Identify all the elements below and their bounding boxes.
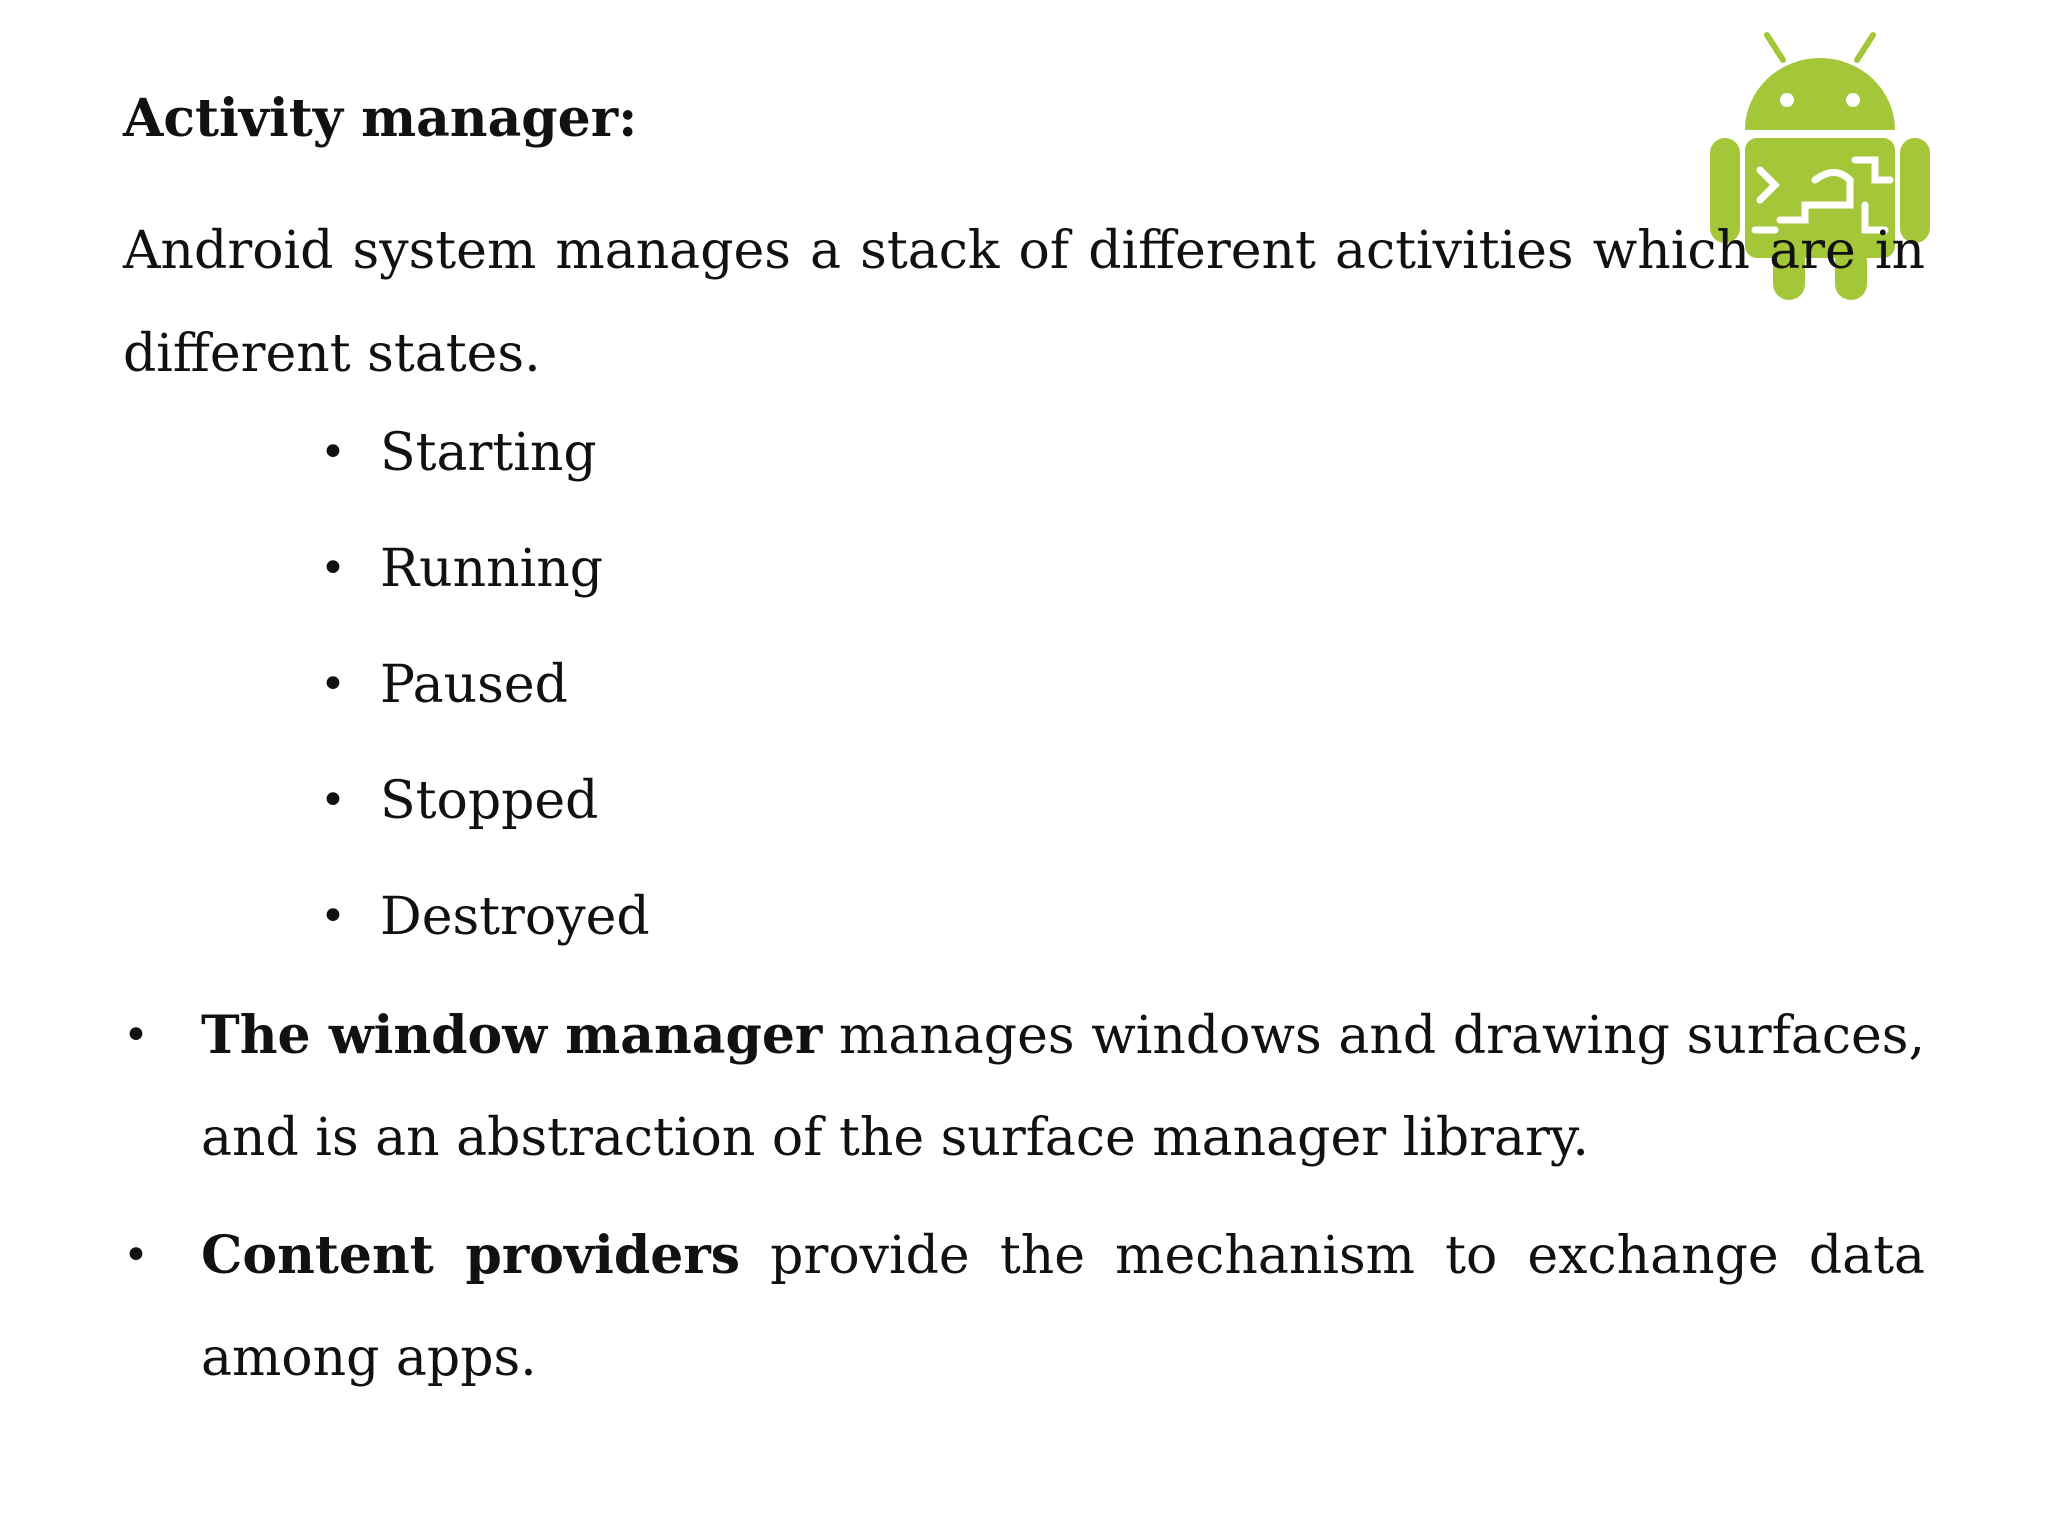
bullet-description: provide the mechanism to exchange data among apps. (201, 1226, 1926, 1388)
state-item: • Destroyed (320, 859, 650, 975)
activity-states-list (320, 395, 650, 975)
bullet-term: The window manager (201, 1005, 823, 1066)
section-heading: Activity manager: (123, 88, 638, 149)
bullet-dot: • (123, 1010, 149, 1061)
intro-paragraph: Android system manages a stack of different activities which are in different states. (123, 221, 1925, 384)
state-item: • Starting (320, 395, 650, 511)
bullet-dot: • (123, 1230, 149, 1281)
bullet-description: manages windows and drawing surfaces, and is an abstraction of the surface manager library. (201, 1006, 1925, 1168)
bullet-window-manager (123, 985, 1925, 1189)
bullet-content-providers (123, 1205, 1925, 1409)
state-item: • Paused (320, 627, 650, 743)
component-bullets-list (123, 985, 1925, 1425)
bullet-term: Content providers (201, 1225, 741, 1286)
state-item: • Running (320, 511, 650, 627)
state-item: • Stopped (320, 743, 650, 859)
